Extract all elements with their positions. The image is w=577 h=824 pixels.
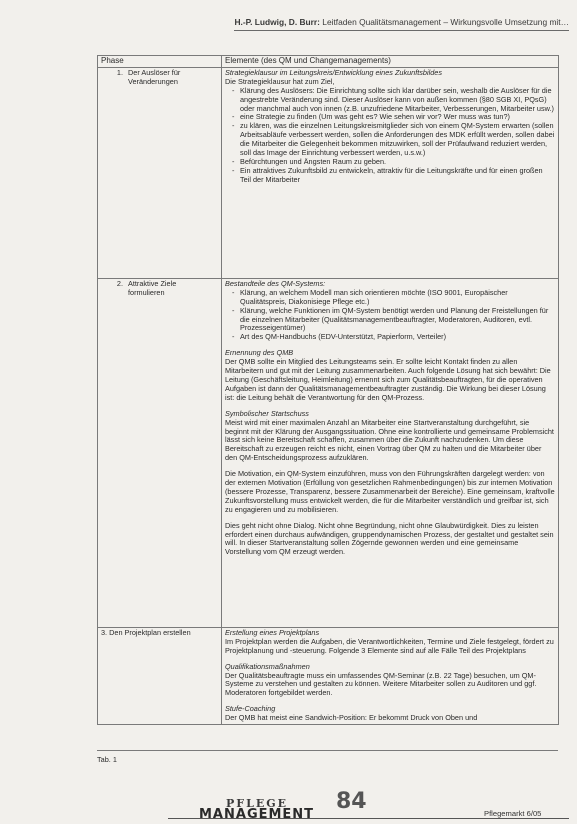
section-title: Strategieklausur im Leitungskreis/Entwicklung eines Zukunftsbildes — [225, 67, 442, 77]
column-header-content: Elemente (des QM und Changemanagements) — [222, 56, 559, 68]
section-title: Stufe-Coaching — [225, 704, 276, 714]
list-item: - Befürchtungen und Ängsten Raum zu geben. — [225, 158, 555, 167]
list-item: - Klärung, an welchem Modell man sich orientieren möchte (ISO 9001, Europäischer Qualitätspreis, Diakonisiege Pflege etc.) — [225, 289, 555, 307]
paragraph: Der QMB hat meist eine Sandwich-Position: Er bekommt Druck von Oben und — [225, 713, 478, 723]
bullet-list — [225, 87, 555, 185]
table-bottom-rule — [97, 750, 558, 751]
page-number: 84 — [336, 789, 367, 814]
brand-logo-line2: MANAGEMENT — [199, 807, 315, 822]
phase-label-continued: formulieren — [128, 287, 165, 297]
content-cell — [222, 278, 559, 627]
list-item: - zu klären, was die einzelnen Leitungskreismitglieder sich von einem QM-System erwarten (sollen Arbeitsabläufe verbessert werden, sollen die Anforderungen des MDK erfüllt werden, sollen dabei die Mitarbeiter die Gelegenheit bekommen mitzuwirken, soll der Prüfaufwand reduziert werden, soll das Image der Einrichtung verbessert werden, u.s.w.) — [225, 122, 555, 158]
paragraph: Dies geht nicht ohne Dialog. Nicht ohne Begründung, nicht ohne Glaubwürdigkeit. Dies zu leisten erfordert einen durchaus aufwändigen, gruppendynamischen Prozess, der gestaltet und gestaltet sein will. In dieser Startveranstaltung sollen Zögernde gewonnen werden und eine gemeinsame Vorstellung vom QM erzeugt werden. — [225, 520, 554, 557]
header-title: Leitfaden Qualitätsmanagement – Wirkungsvolle Umsetzung mit… — [322, 17, 569, 27]
phase-cell — [98, 67, 222, 278]
list-item: - eine Strategie zu finden (Um was geht es? Wie sehen wir vor? Wer muss was tun?) — [225, 113, 555, 122]
paragraph: Der QMB sollte ein Mitglied des Leitungsteams sein. Er sollte leicht Kontakt finden zu allen Mitarbeitern und gut mit der Leitung zusammenarbeiten. Auch folgende Lösung hat sich bewährt: Die Leitung (Geschäftsleitung, Heimleitung) ernennt sich zum Qualitätsbeauftragten, für die operativen Aufgaben ist dann der Qualitätsmanagementbeauftragter zuständig. Die Wirkung bei dieser Lösung ist: die Leitung behält die Verantwortung für den QM-Prozess. — [225, 357, 551, 402]
running-header — [234, 17, 569, 27]
brand-logo-line1: PFLEGE — [226, 797, 288, 810]
phase-label-continued: Veränderungen — [128, 76, 178, 86]
table-row — [98, 627, 559, 724]
phase-cell — [98, 278, 222, 627]
list-item: - Klärung, welche Funktionen im QM-System benötigt werden und Planung der Freistellungen für die einzelnen Mitarbeiter (Qualitätsmanagementbeauftragter, Moderatoren, Auditoren, evtl. Prozesseigentümer) — [225, 307, 555, 334]
footer-rule — [168, 818, 569, 819]
table-row — [98, 67, 559, 278]
list-item: - Art des QM-Handbuchs (EDV-Unterstützt, Papierform, Verteiler) — [225, 333, 555, 342]
section-title: Qualifikationsmaßnahmen — [225, 661, 310, 671]
table-header-row — [98, 56, 559, 68]
phase-label: Den Projektplan erstellen — [109, 627, 191, 637]
phase-label: Der Auslöser für — [128, 67, 181, 77]
list-item: - Klärung des Auslösers: Die Einrichtung sollte sich klar darüber sein, weshalb die Auslöser für die angestrebte Veränderung sind. Dieser Auslöser kann von außen kommen (§80 SGB XI, PQsG) oder manchmal auch von innen (z.B. unzufriedene Mitarbeiter, Verbesserungen, Mitarbeiter usw.) — [225, 87, 555, 114]
table-row — [98, 278, 559, 627]
paragraph: Meist wird mit einer maximalen Anzahl an Mitarbeiter eine Startveranstaltung durchgeführt, sie beginnt mit der Klärung der Ausgangssituation. Ohne eine kontrollierte und gemeinsame Problemsicht lässt sich keine Bereitschaft schaffen, zusammen über die Zukunft nachzudenken. Um diese Bereitschaft zu erzeugen reicht es nicht, einen Vortrag über QM zu halten und die Mitarbeiter über den QM-Entscheidungsprozess aufzuklären. — [225, 417, 554, 463]
table-caption: Tab. 1 — [97, 755, 117, 764]
header-authors: H.-P. Ludwig, D. Burr: — [234, 17, 320, 27]
phase-table — [97, 55, 559, 725]
section-title: Symbolischer Startschuss — [225, 408, 309, 418]
column-header-phase: Phase — [98, 56, 222, 68]
phase-cell — [98, 627, 222, 724]
paragraph: Im Projektplan werden die Aufgaben, die Verantwortlichkeiten, Termine und Ziele festgelegt, fördert zu Projektplanung und -steuerung. Folgende 3 Elemente sind auf alle Fälle Teil des Projektplans — [225, 636, 554, 655]
paragraph: Die Motivation, ein QM-System einzuführen, muss von den Führungskräften dargelegt werden: von der externen Motivation (Erfüllung von gesetzlichen Rahmenbedingungen) bis zur internen Motivation (bessere Prozesse, Transparenz, bessere Zusammenarbeit der Bereiche). Eine gemeinsam, kraftvolle Zukunftsvorstellung muss entwickelt werden, die für die Mitarbeiter verständlich und greifbar ist, sich zu engagieren und zu mobilisieren. — [225, 469, 555, 514]
section-title: Bestandteile des QM-Systems: — [225, 278, 326, 288]
journal-issue: Pflegemarkt 6/05 — [484, 809, 542, 818]
section-title: Ernennung des QMB — [225, 348, 294, 358]
phase-label: Attraktive Ziele — [128, 278, 177, 288]
bullet-list — [225, 289, 555, 342]
content-cell — [222, 67, 559, 278]
content-cell — [222, 627, 559, 724]
list-item: - Ein attraktives Zukunftsbild zu entwickeln, attraktiv für die Leitungskräfte und für einen großen Teil der Mitarbeiter — [225, 167, 555, 185]
paragraph: Der Qualitätsbeauftragte muss ein umfassendes QM-Seminar (z.B. 22 Tage) besuchen, um QM-Systeme zu verstehen und gestalten zu können. Weitere Mitarbeiter sollen zu Auditoren und ggf. Moderatoren fortgebildet werden. — [225, 670, 537, 698]
phase-number: 1. — [116, 67, 123, 77]
phase-number: 3. — [101, 627, 108, 637]
paragraph: Die Strategieklausur hat zum Ziel, — [225, 76, 335, 86]
phase-number: 2. — [116, 278, 123, 288]
section-title: Erstellung eines Projektplans — [225, 627, 320, 637]
header-rule — [234, 30, 569, 31]
